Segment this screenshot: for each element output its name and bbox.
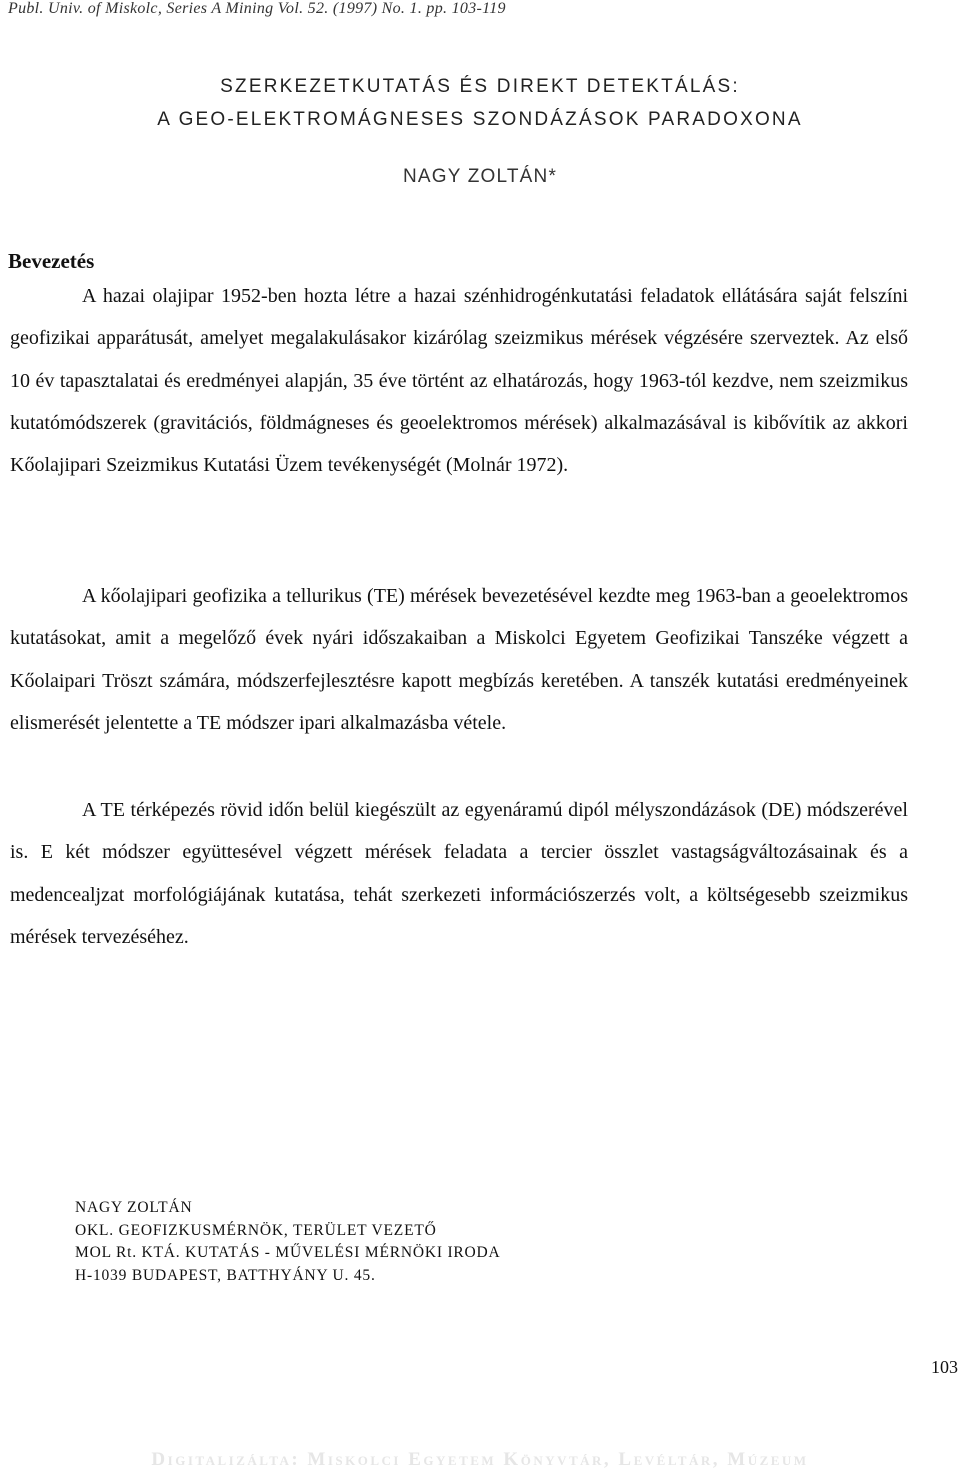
running-head: Publ. Univ. of Miskolc, Series A Mining Vol. 52. (1997) No. 1. pp. 103-119 [8,0,506,17]
affiliation-line: MOL Rt. KTÁ. KUTATÁS - MŰVELÉSI MÉRNÖKI IRODA [75,1244,501,1261]
paragraph-1: A hazai olajipar 1952-ben hozta létre a hazai szénhidrogénkutatási feladatok ellátására saját felszíni geofizikai apparátusát, amelyet megalakulásakor kizárólag szeizmikus mérések végzésére szerveztek. Az első 10 év tapasztalatai és eredményei alapján, 35 éve történt az elhatározás, hogy 1963-tól kezdve, nem szeizmikus kutatómódszerek (gravitációs, földmágneses és geoelektromos mérések) alkalmazásával is kibővítik az akkori Kőolajipari Szeizmikus Kutatási Üzem tevékenységét (Molnár 1972). [10,285,908,477]
affiliation-line: NAGY ZOLTÁN [75,1199,193,1216]
digitization-footer: Digitalizálta: Miskolci Egyetem Könyvtár, Levéltár, Múzeum [151,1449,809,1470]
page-number: 103 [931,1357,958,1377]
affiliation-line: OKL. GEOFIZKUSMÉRNÖK, TERÜLET VEZETŐ [75,1221,437,1239]
section-heading: Bevezetés [8,249,95,273]
author-affiliation [75,1197,501,1287]
paragraph-2: A kőolajipari geofizika a tellurikus (TE) mérések bevezetésével kezdte meg 1963-ban a geoelektromos kutatásokat, amit a megelőző évek nyári időszakaiban a Miskolci Egyetem Geofizikai Tanszéke végzett a Kőolaipari Tröszt számára, módszerfejlesztésre kapott megbízás keretében. A tanszék kutatási eredményeinek elismerését jelentette a TE módszer ipari alkalmazásba vétele. [10,585,908,734]
paragraph-3: A TE térképezés rövid időn belül kiegészült az egyenáramú dipól mélyszondázások (DE) módszerével is. E két módszer együttesével végzett mérések feladata a tercier összlet vastagságváltozásainak és a medencealjzat morfológiájának kutatása, tehát szerkezeti információszerzés volt, a költségesebb szeizmikus mérések tervezéséhez. [10,799,908,948]
affiliation-line: H-1039 BUDAPEST, BATTHYÁNY U. 45. [75,1266,376,1284]
article-title-line-2: A GEO-ELEKTROMÁGNESES SZONDÁZÁSOK PARADOXONA [157,109,803,130]
article-title-line-1: SZERKEZETKUTATÁS ÉS DIREKT DETEKTÁLÁS: [220,76,740,97]
author-name: NAGY ZOLTÁN* [402,166,558,187]
